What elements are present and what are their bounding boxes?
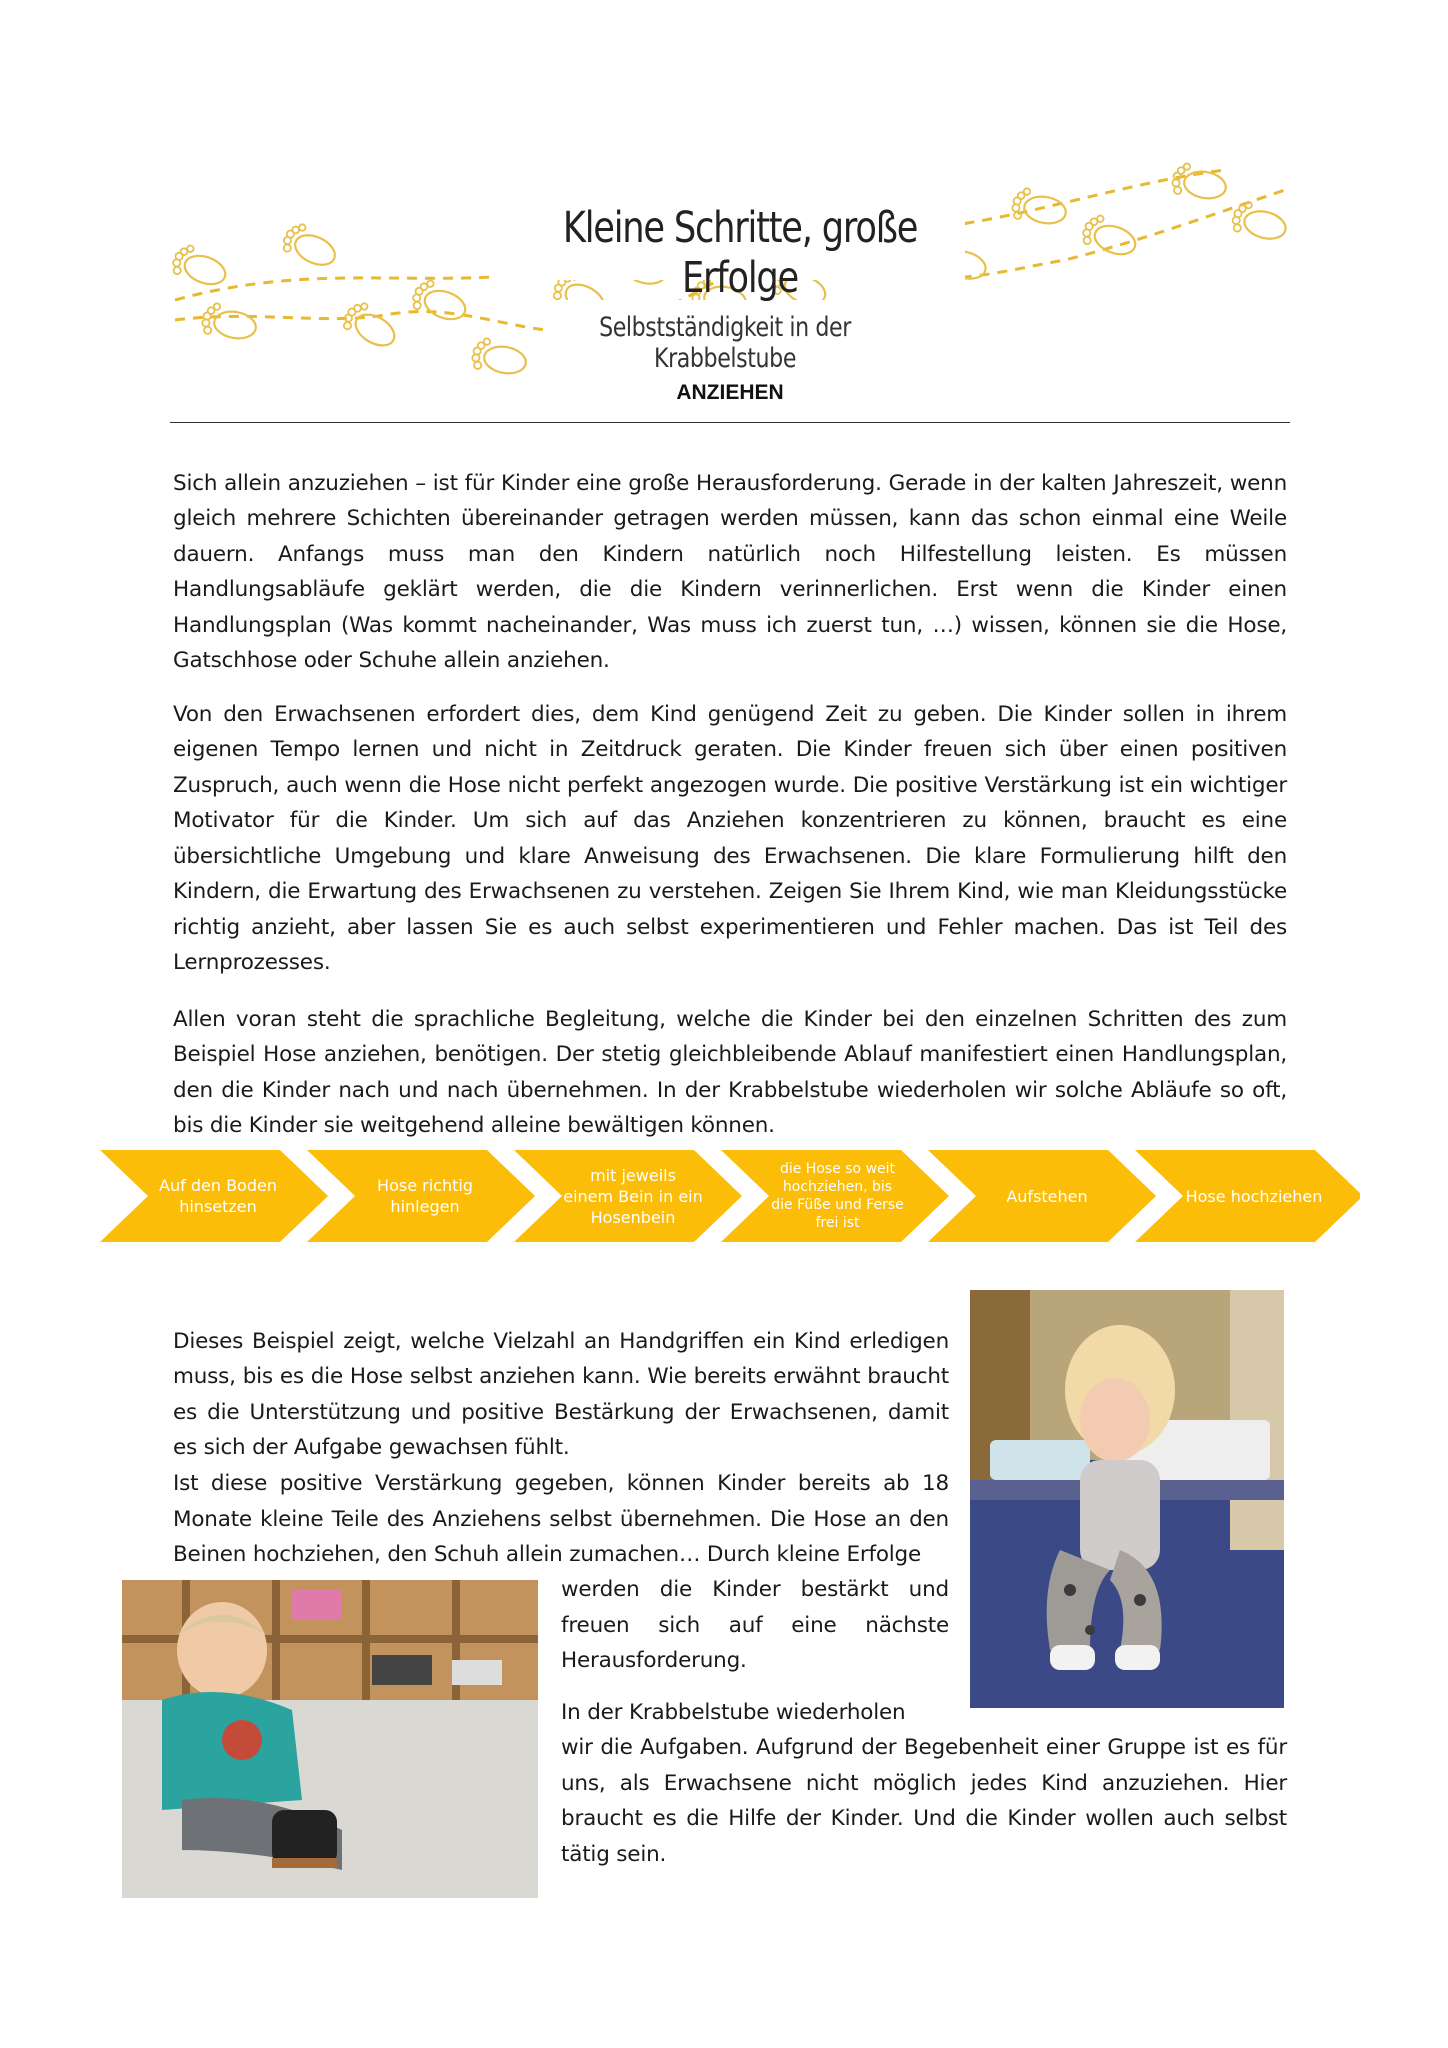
process-step-3: mit jeweils einem Bein in ein Hosenbein (563, 1165, 703, 1227)
child-putting-on-shoe-photo (122, 1580, 538, 1898)
paragraph: In der Krabbelstube wiederholen (561, 1700, 906, 1725)
process-step-4: die Hose so weit hochziehen, bis die Füße und Ferse frei ist (771, 1161, 904, 1231)
paragraph: Ist diese positive Verstärkung gegeben, können Kinder bereits ab 18 Monate kleine Teile des Anziehens selbst übernehmen. Die Hose an den Beinen hochziehen, den Schuh allein zumachen… Durch kleine Erfolge (173, 1471, 949, 1567)
process-step-1: Auf den Boden hinsetzen (159, 1176, 277, 1216)
process-step-5: Aufstehen (1006, 1186, 1088, 1206)
divider (170, 422, 1290, 423)
page-title: Kleine Schritte, große Erfolge (562, 203, 918, 303)
section-heading: ANZIEHEN (676, 381, 784, 404)
page-subtitle: Selbstständigkeit in der Krabbelstube (599, 312, 851, 374)
paragraph: Sich allein anzuziehen – ist für Kinder eine große Herausforderung. Gerade in der kalten Jahreszeit, wenn gleich mehrere Schichten übereinander getragen werden müssen, kann das schon einmal eine Weile dauern. Anfangs muss man den Kindern natürlich noch Hilfestellung leisten. Es müssen Handlungsabläufe geklärt werden, die die Kindern verinnerlichen. Erst wenn die Kinder einen Handlungsplan (Was kommt nacheinander, Was muss ich zuerst tun, …) wissen, können sie die Hose, Gatschhose oder Schuhe allein anziehen. (173, 470, 1287, 673)
process-diagram (100, 1150, 1360, 1250)
paragraph: Von den Erwachsenen erfordert dies, dem Kind genügend Zeit zu geben. Die Kinder sollen in ihrem eigenen Tempo lernen und nicht in Zeitdruck geraten. Die Kinder freuen sich über einen positiven Zuspruch, auch wenn die Hose nicht perfekt angezogen wurde. Die positive Verstärkung ist ein wichtiger Motivator für die Kinder. Um sich auf das Anziehen konzentrieren zu können, braucht es eine übersichtliche Umgebung und klare Anweisung des Erwachsenen. Die klare Formulierung hilft den Kindern, die Erwartung des Erwachsenen zu verstehen. Zeigen Sie Ihrem Kind, wie man Kleidungsstücke richtig anzieht, aber lassen Sie es auch selbst experimentieren und Fehler machen. Das ist Teil des Lernprozesses. (173, 701, 1287, 975)
paragraph-continuation: werden die Kinder bestärkt und freuen sich auf eine nächste Herausforderung. (561, 1577, 949, 1673)
child-pulling-up-trousers-photo (970, 1290, 1284, 1708)
paragraph: Dieses Beispiel zeigt, welche Vielzahl an Handgriffen ein Kind erledigen muss, bis es die Hose selbst anziehen kann. Wie bereits erwähnt braucht es die Unterstützung und positive Bestärkung der Erwachsenen, damit es sich der Aufgabe gewachsen fühlt. (173, 1328, 949, 1460)
paragraph-continuation: wir die Aufgaben. Aufgrund der Begebenheit einer Gruppe ist es für uns, als Erwachsene nicht möglich jedes Kind anzuziehen. Hier braucht es die Hilfe der Kinder. Und die Kinder wollen auch selbst tätig sein. (561, 1735, 1287, 1867)
paragraph: Allen voran steht die sprachliche Begleitung, welche die Kinder bei den einzelnen Schritten des zum Beispiel Hose anziehen, benötigen. Der stetig gleichbleibende Ablauf manifestiert einen Handlungsplan, den die Kinder nach und nach übernehmen. In der Krabbelstube wiederholen wir solche Abläufe so oft, bis die Kinder sie weitgehend alleine bewältigen können. (173, 1006, 1287, 1138)
process-step-2: Hose richtig hinlegen (377, 1176, 473, 1216)
process-step-6: Hose hochziehen (1185, 1186, 1323, 1206)
